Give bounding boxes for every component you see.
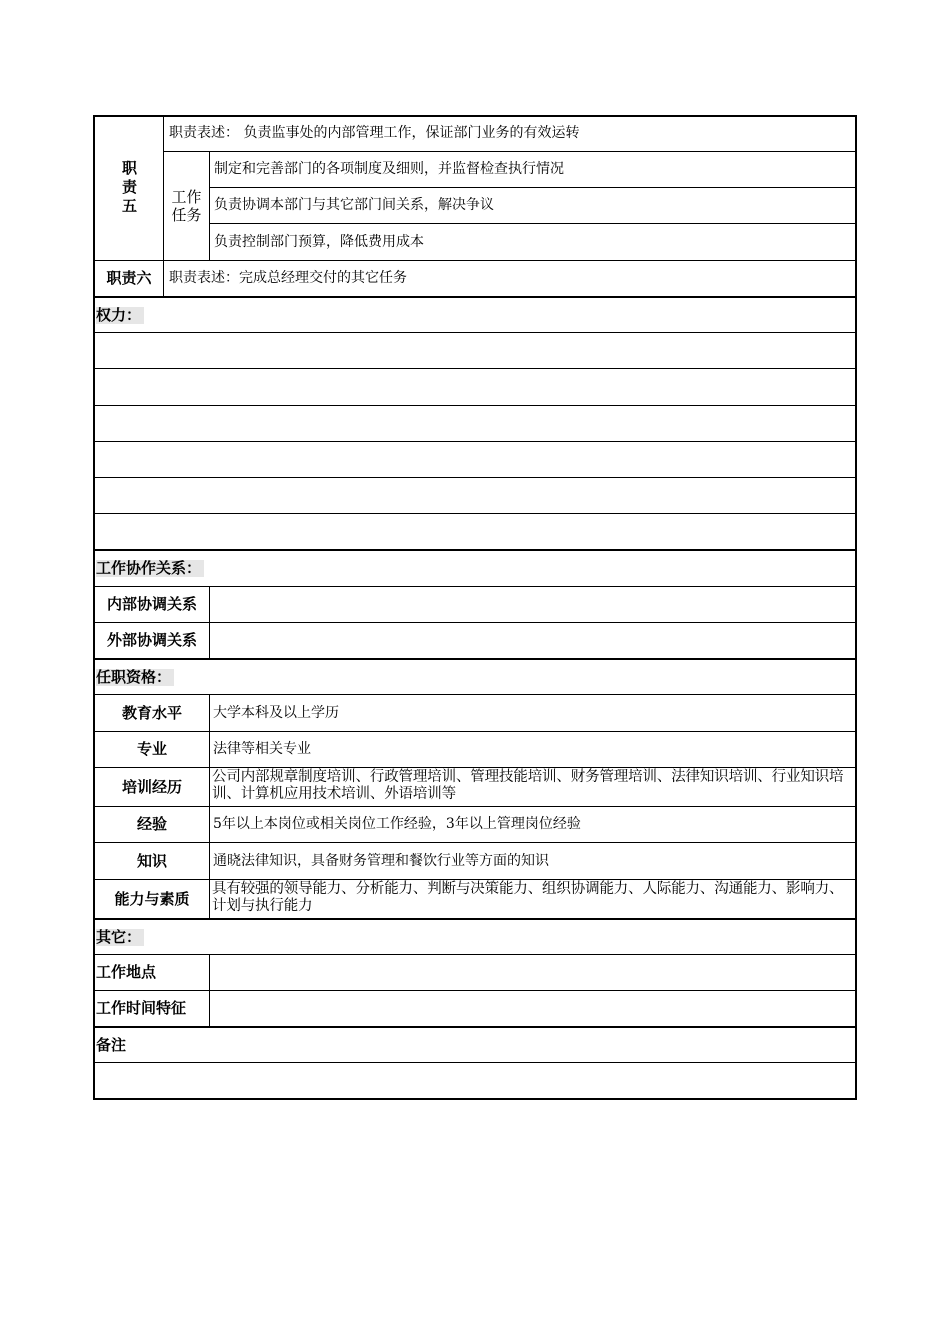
duty5-label-char: 责 [121,178,137,196]
qualification-value: 大学本科及以上学历 [213,704,339,721]
row-divider [93,1062,857,1063]
column-divider [209,954,210,1027]
qualifications-heading [96,660,496,694]
duty5-statement: 职责表述： 负责监事处的内部管理工作，保证部门业务的有效运转 [169,124,580,141]
collaboration-title: 工作协作关系： [96,560,204,577]
qualification-label: 专业 [136,740,167,758]
qualification-value: 公司内部规章制度培训、行政管理培训、管理技能培训、财务管理培训、法律知识培训、行业知识培训、计算机应用技术培训、外语培训等 [212,769,844,802]
qualification-label: 经验 [136,815,167,833]
qualifications-title: 任职资格： [96,669,174,686]
duty5-task-3: 负责控制部门预算，降低费用成本 [214,233,424,250]
table-bottom-border [93,1098,857,1100]
row-divider [93,405,857,406]
task-label-divider [209,151,210,260]
row-divider [93,368,857,369]
column-divider [209,694,210,919]
task-label-line: 任务 [171,206,202,224]
qualification-value: 5年以上本岗位或相关岗位工作经验，3年以上管理岗位经验 [213,816,581,832]
work-location-label: 工作地点 [96,963,157,981]
authority-title: 权力： [96,307,144,324]
table-right-border [855,115,857,1100]
other-title: 其它： [96,929,144,946]
duty5-label [95,115,164,260]
remarks-heading [96,1028,396,1062]
row-divider [93,441,857,442]
qualification-label: 知识 [136,851,167,870]
qualification-value: 法律等相关专业 [213,741,311,757]
external-coordination-label: 外部协调关系 [106,631,197,649]
row-divider [93,513,857,514]
task-label-line: 工作 [171,188,202,206]
qualification-label: 培训经历 [121,777,182,796]
duty5-label-char: 职 [121,159,137,177]
internal-coordination-label: 内部协调关系 [106,595,197,613]
collaboration-heading [96,551,496,586]
duty5-label-char: 五 [121,197,137,215]
remarks-title: 备注 [96,1035,127,1054]
duty6-label: 职责六 [106,269,152,287]
column-divider [209,586,210,659]
duty5-task-label [164,152,209,260]
row-divider [93,332,857,333]
duty5-task-2: 负责协调本部门与其它部门间关系，解决争议 [214,197,494,213]
duty5-task-1: 制定和完善部门的各项制度及细则，并监督检查执行情况 [214,161,564,177]
qualification-value: 通晓法律知识，具备财务管理和餐饮行业等方面的知识 [213,852,549,869]
qualification-value: 具有较强的领导能力、分析能力、判断与决策能力、组织协调能力、人际能力、沟通能力、影响力、计划与执行能力 [212,881,844,914]
qualification-label: 教育水平 [121,703,182,722]
other-heading [96,920,396,954]
qualification-label: 能力与素质 [114,889,190,908]
authority-heading [96,298,396,332]
duty6-statement: 职责表述：完成总经理交付的其它任务 [169,270,407,286]
work-time-label: 工作时间特征 [96,999,187,1017]
row-divider [93,477,857,478]
